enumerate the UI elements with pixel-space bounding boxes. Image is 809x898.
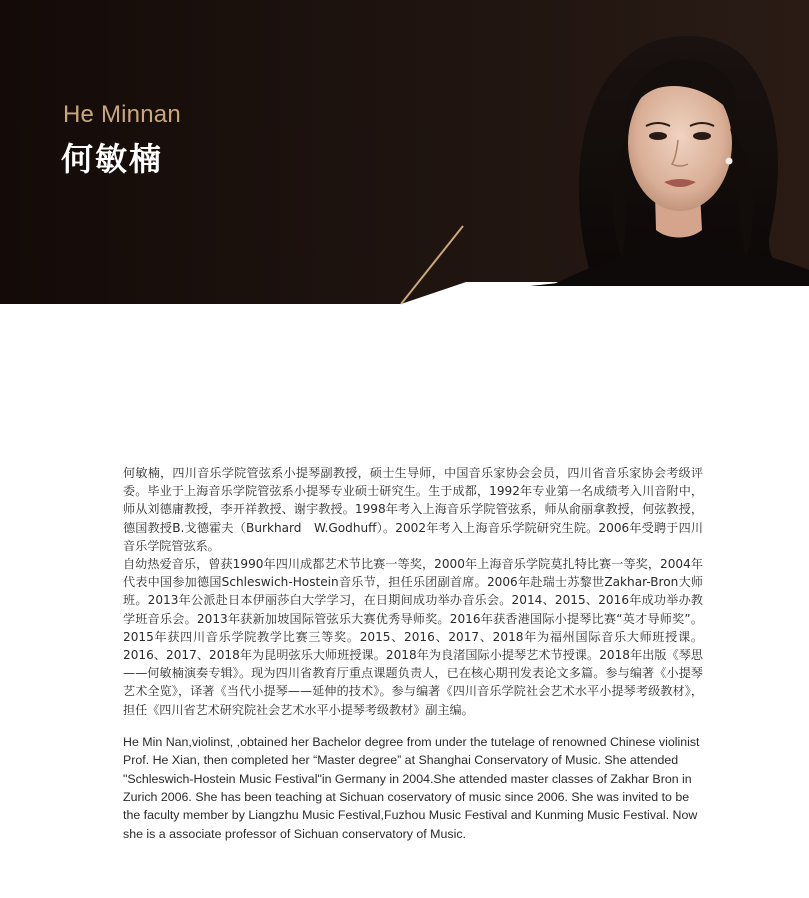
name-chinese: 何敏楠 — [61, 140, 164, 178]
portrait-photo — [530, 18, 809, 286]
name-english: He Minnan — [63, 101, 181, 128]
biography — [123, 464, 703, 843]
bio-chinese-paragraph-1: 何敏楠，四川音乐学院管弦系小提琴副教授，硕士生导师，中国音乐家协会会员，四川省音乐家协会考级评委。毕业于上海音乐学院管弦系小提琴专业硕士研究生。生于成都，1992年专业第一名成绩考入川音附中，师从刘德庸教授，李开祥教授、谢宇教授。1998年考入上海音乐学院管弦系，师从俞丽拿教授，何弦教授，德国教授B.戈德霍夫（Burkhard W.Godhuff）。2002年考入上海音乐学院研究生院。2006年受聘于四川音乐学院管弦系。 — [123, 466, 703, 553]
bio-english-paragraph: He Min Nan,violinst, ,obtained her Bachelor degree from under the tutelage of renowned Chinese violinist Prof. He Xian, then completed her “Master degree” at Shanghai Conservatory of Music. She attended "Schleswich-Hostein Music Festival"in Germany in 2004.She attended master classes of Zakhar Bron in Zurich 2006. She has been teaching at Sichuan coservatory of music since 2006. She was invited to be the faculty member by Liangzhu Music Festival,Fuzhou Music Festival and Kunming Music Festival. Now she is a associate professor of Sichuan conservatory of Music. — [123, 734, 700, 841]
header-banner — [0, 0, 809, 307]
bio-chinese-paragraph-2: 自幼热爱音乐，曾获1990年四川成都艺术节比赛一等奖，2000年上海音乐学院莫扎特比赛一等奖，2004年代表中国参加德国Schleswich-Hostein音乐节，担任乐团副首席。2006年赴瑞士苏黎世Zakhar-Bron大师班。2013年公派赴日本伊丽莎白大学学习，在日期间成功举办音乐会。2014、2015、2016年成功举办教学班音乐会。2013年获新加坡国际管弦乐大赛优秀导师奖。2016年获香港国际小提琴比赛“英才导师奖”。2015年获四川音乐学院教学比赛三等奖。2015、2016、2017、2018年为福州国际音乐大师班授课。2016、2017、2018年为昆明弦乐大师班授课。2018年为良渚国际小提琴艺术节授课。2018年出版《琴思——何敏楠演奏专辑》。现为四川省教育厅重点课题负责人，已在核心期刊发表论文多篇。参与编著《小提琴艺术全览》，译著《当代小提琴——延伸的技术》。参与编著《四川音乐学院社会艺术水平小提琴考级教材》，担任《四川省艺术研究院社会艺术水平小提琴考级教材》副主编。 — [123, 557, 703, 717]
